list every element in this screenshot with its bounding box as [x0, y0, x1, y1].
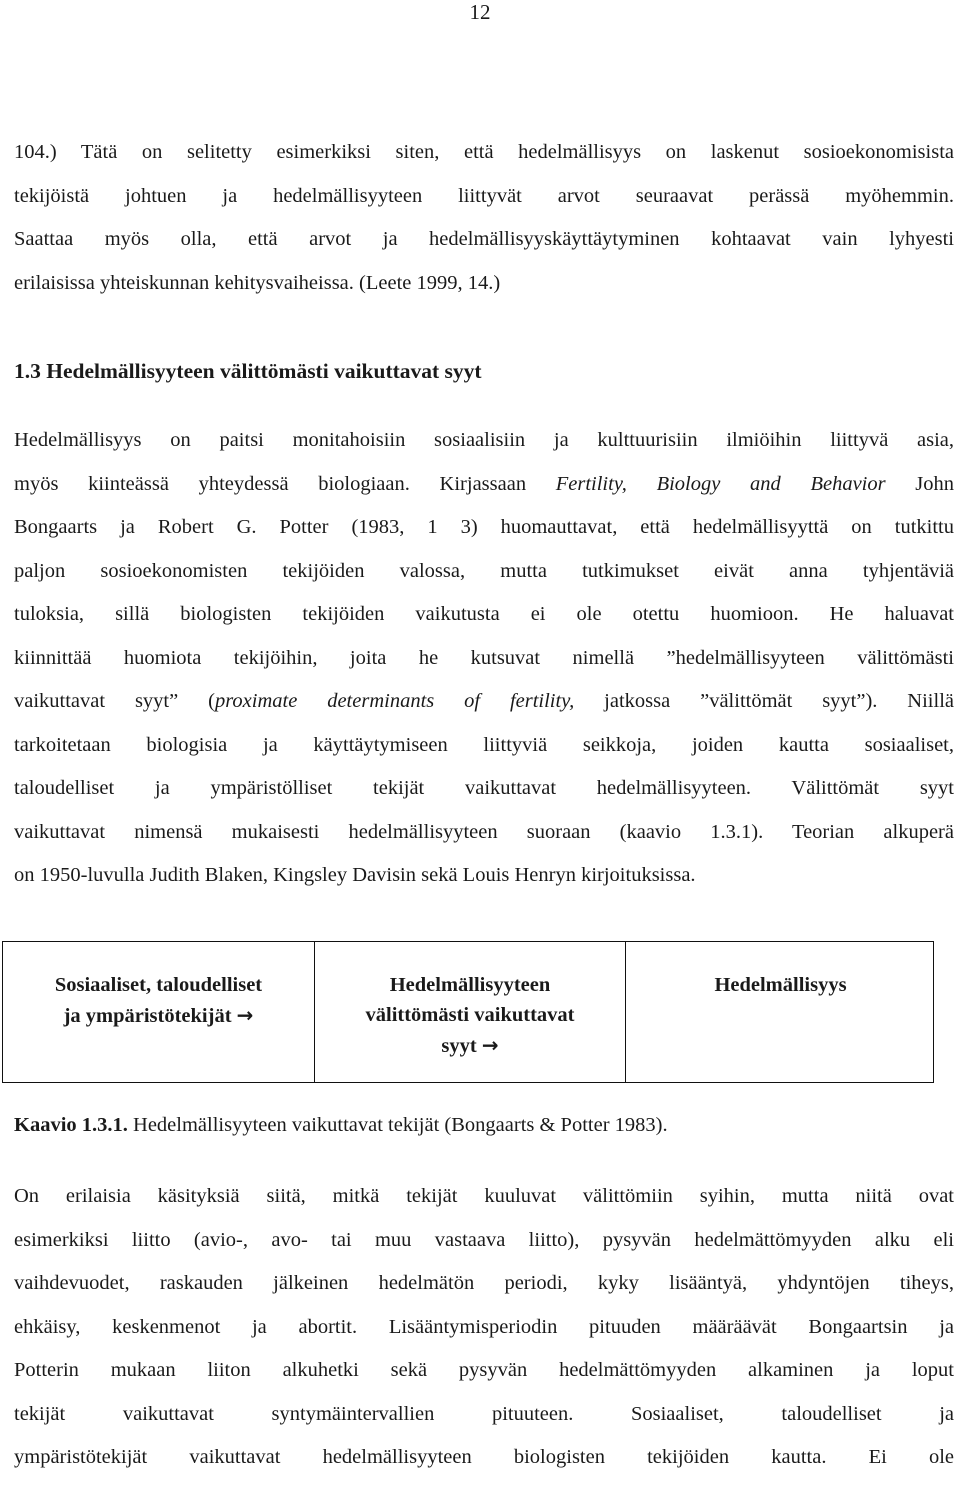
text-line: tekijät vaikuttavat syntymäintervallien pituuteen. Sosiaaliset, taloudelliset ja: [14, 1402, 954, 1425]
text-line: Hedelmällisyys on paitsi monitahoisiin sosiaalisiin ja kulttuurisiin ilmiöihin liittyvä asia,: [14, 429, 954, 451]
text-line: 104.) Tätä on selitetty esimerkiksi siten, että hedelmällisyys on laskenut sosioekonomisista: [14, 141, 954, 163]
diagram-box-proximate: Hedelmällisyyteen välittömästi vaikuttavat syyt →: [314, 942, 625, 1082]
diagram-box-socioeconomic: Sosiaaliset, taloudelliset ja ympäristötekijät →: [54, 974, 263, 1027]
body-paragraph-2: [14, 1183, 954, 1488]
page-number: 12: [469, 0, 491, 24]
diagram-table: [2, 941, 934, 1083]
text-line: taloudelliset ja ympäristölliset tekijät vaikuttavat hedelmällisyyteen. Välittömät syyt: [14, 777, 954, 799]
arrow-right-icon: →: [236, 1003, 254, 1027]
text-line: Potterin mukaan liiton alkuhetki sekä pysyvän hedelmättömyyden alkaminen ja loput: [14, 1359, 954, 1381]
text-line: kiinnittää huomiota tekijöihin, joita he kutsuvat nimellä ”hedelmällisyyteen välittömästi: [14, 646, 954, 669]
text-line: erilaisissa yhteiskunnan kehitysvaiheissa. (Leete 1999, 14.): [14, 271, 501, 294]
text-line: tekijöistä johtuen ja hedelmällisyyteen liittyvät arvot seuraavat perässä myöhemmin.: [14, 184, 954, 207]
text-line: on 1950-luvulla Judith Blaken, Kingsley Davisin sekä Louis Henryn kirjoituksissa.: [14, 864, 696, 886]
text-line: On erilaisia käsityksiä siitä, mitkä tekijät kuuluvat välittömiin syihin, mutta niitä ovat: [14, 1185, 954, 1207]
text-line: esimerkiksi liitto (avio-, avo- tai muu vastaava liitto), pysyvän hedelmättömyyden alku eli: [14, 1228, 954, 1251]
section-heading: 1.3 Hedelmällisyyteen välittömästi vaikuttavat syyt: [14, 359, 482, 383]
text-line: vaikuttavat syyt” (proximate determinants of fertility, jatkossa ”välittömät syyt”). Niillä: [14, 690, 954, 712]
caption-label: Kaavio 1.3.1.: [14, 1114, 128, 1136]
text-line: vaihdevuodet, raskauden jälkeinen hedelmätön periodi, kyky lisääntyä, yhdyntöjen tiheys,: [14, 1272, 954, 1294]
english-term: proximate determinants of fertility,: [214, 690, 575, 712]
text-line: ehkäisy, keskenmenot ja abortit. Lisääntymisperiodin pituuden määräävät Bongaartsin ja: [14, 1315, 954, 1338]
body-paragraph-1: [14, 427, 954, 906]
text-line: Bongaarts ja Robert G. Potter (1983, 1 3) huomauttavat, että hedelmällisyyttä on tutkittu: [14, 516, 954, 538]
text-line: myös kiinteässä yhteydessä biologiaan. Kirjassaan Fertility, Biology and Behavior John: [14, 472, 954, 495]
figure-caption: Kaavio 1.3.1. Hedelmällisyyteen vaikuttavat tekijät (Bongaarts & Potter 1983).: [14, 1114, 668, 1136]
book-title: Fertility, Biology and Behavior: [555, 472, 886, 495]
text-line: paljon sosioekonomisten tekijöiden valossa, mutta tutkimukset eivät anna tyhjentäviä: [14, 559, 954, 582]
text-line: Saattaa myös olla, että arvot ja hedelmällisyyskäyttäytyminen kohtaavat vain lyhyesti: [14, 228, 954, 250]
text-line: tarkoitetaan biologisia ja käyttäytymiseen liittyviä seikkoja, joiden kautta sosiaaliset,: [14, 733, 954, 756]
intro-paragraph: [14, 139, 954, 313]
text-line: tuloksia, sillä biologisten tekijöiden vaikutusta ei ole otettu huomioon. He haluavat: [14, 603, 954, 625]
diagram-box-fertility: Hedelmällisyys: [625, 942, 935, 1082]
text-line: ympäristötekijät vaikuttavat hedelmällisyyteen biologisten tekijöiden kautta. Ei ole: [14, 1446, 954, 1468]
text-line: vaikuttavat nimensä mukaisesti hedelmällisyyteen suoraan (kaavio 1.3.1). Teorian alkuperä: [14, 820, 954, 843]
arrow-right-icon: →: [481, 1033, 499, 1057]
